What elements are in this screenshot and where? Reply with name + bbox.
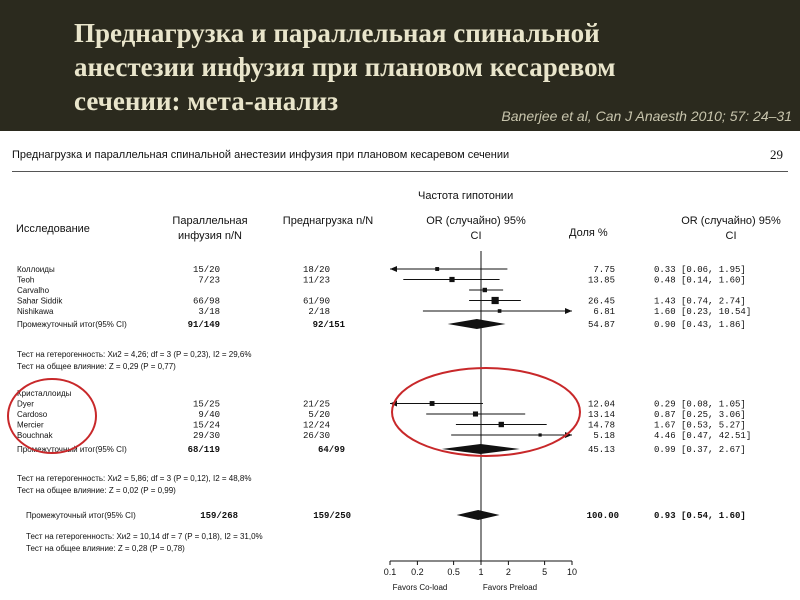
subtotal-1-ci: 0.90 [0.43, 1.86] <box>654 320 746 330</box>
study-g2-4-weight: 5.18 <box>593 431 615 441</box>
heterogeneity-2: Тест на гетерогенность: Xи2 = 5,86; df = 3 (P = 0,12), I2 = 48,8% <box>17 474 252 483</box>
subtotal-1-label: Промежуточный итог(95% CI) <box>17 320 127 329</box>
total-weight: 100.00 <box>586 511 619 521</box>
outcome-label: Частота гипотонии <box>418 190 514 202</box>
study-g1-4-preload: 2/18 <box>308 307 330 317</box>
study-g2-1-point <box>430 401 435 406</box>
study-g2-3-name: Mercier <box>17 420 44 430</box>
figure-caption: Преднагрузка и параллельная спинальной анестезии инфузия при плановом кесаревом сечении <box>12 149 510 161</box>
study-g2-2-coload: 9/40 <box>198 410 220 420</box>
study-g2-4-preload: 26/30 <box>302 431 330 441</box>
overall-effect-1: Тест на общее влияние: Z = 0,29 (P = 0,77) <box>17 362 176 371</box>
study-g2-3-coload: 15/24 <box>192 420 220 431</box>
x-tick-label-2: 0.5 <box>447 567 460 577</box>
heterogeneity-total: Тест на гетерогенность: Xи2 = 10,14 df = 7 (P = 0,18), I2 = 31,0% <box>26 532 263 541</box>
weight-column-header: Доля % <box>569 227 608 239</box>
total-ci: 0.93 [0.54, 1.60] <box>654 511 746 521</box>
study-g2-1-weight: 12.04 <box>587 399 615 410</box>
x-tick-label-6: 10 <box>566 567 578 577</box>
study-g1-2-point <box>483 288 487 292</box>
study-g1-1-name: Teoh <box>17 275 35 285</box>
forest-plot-figure <box>0 131 800 600</box>
study-g2-1-coload: 15/25 <box>192 399 220 410</box>
study-g2-4-point <box>538 433 541 436</box>
study-g1-0-preload: 18/20 <box>302 265 330 275</box>
study-g2-0-name: Кристаллоиды <box>17 389 72 398</box>
study-g2-3-ci: 1.67 [0.53, 5.27] <box>654 420 746 431</box>
x-tick-label-5: 5 <box>542 567 548 577</box>
study-g2-4-name: Bouchnak <box>17 431 53 440</box>
favors-preload-label: Favors Preload <box>482 583 538 592</box>
study-g1-4-point <box>498 309 502 313</box>
study-g2-3-preload: 12/24 <box>302 420 330 431</box>
or-text-column-header: OR (случайно) 95% CI <box>681 215 781 242</box>
study-g1-4-right-arrow <box>565 308 572 314</box>
coload-column-header: Параллельная инфузия n/N <box>172 215 248 242</box>
study-g1-4-weight: 6.81 <box>593 307 615 317</box>
or-plot-column-header: OR (случайно) 95% CI <box>426 215 526 242</box>
preload-column-header: Преднагрузка n/N <box>282 215 374 227</box>
study-g1-0-name: Коллоиды <box>17 265 55 274</box>
forest-plot <box>0 131 800 600</box>
study-g2-2-ci: 0.87 [0.25, 3.06] <box>654 410 746 420</box>
study-g1-4-ci: 1.60 [0.23, 10.54] <box>654 307 752 317</box>
total-coload: 159/268 <box>200 511 238 521</box>
study-g1-1-ci: 0.48 [0.14, 1.60] <box>654 275 746 286</box>
study-g2-2-weight: 13.14 <box>587 410 615 420</box>
subtotal-1-diamond <box>448 319 506 329</box>
favors-coload-label: Favors Co-load <box>392 583 448 592</box>
study-g1-3-point <box>492 297 499 304</box>
subtotal-2-coload: 68/119 <box>187 445 220 455</box>
total-preload: 159/250 <box>313 511 351 521</box>
study-g2-3-point <box>499 422 504 427</box>
citation: Banerjee et al, Can J Anaesth 2010; 57: 24–31 <box>501 108 792 124</box>
study-g1-0-weight: 7.75 <box>593 265 615 275</box>
study-g1-0-ci: 0.33 [0.06, 1.95] <box>654 265 746 275</box>
x-tick-label-3: 1 <box>478 567 484 577</box>
subtotal-2-ci: 0.99 [0.37, 2.67] <box>654 445 746 455</box>
annotation-circle-plot <box>392 368 580 456</box>
slide-header <box>0 0 800 131</box>
study-g2-2-preload: 5/20 <box>308 410 330 420</box>
study-g2-3-weight: 14.78 <box>587 420 615 431</box>
study-g2-2-name: Cardoso <box>17 410 48 419</box>
study-g1-1-preload: 11/23 <box>302 275 330 286</box>
overall-effect-total: Тест на общее влияние: Z = 0,28 (P = 0,78) <box>26 544 185 553</box>
subtotal-1-weight: 54.87 <box>587 320 615 330</box>
overall-effect-2: Тест на общее влияние: Z = 0,02 (P = 0,99) <box>17 486 176 495</box>
study-g2-4-coload: 29/30 <box>192 431 220 441</box>
study-g1-4-name: Nishikawa <box>17 307 54 316</box>
heterogeneity-1: Тест на гетерогенность: Xи2 = 4,26; df = 3 (P = 0,23), I2 = 29,6% <box>17 350 252 359</box>
subtotal-1-coload: 91/149 <box>187 320 220 330</box>
x-tick-label-1: 0.2 <box>411 567 424 577</box>
study-g2-1-ci: 0.29 [0.08, 1.05] <box>654 399 746 410</box>
subtotal-2-label: Промежуточный итог(95% CI) <box>17 445 127 454</box>
study-g2-1-preload: 21/25 <box>302 399 330 410</box>
subtotal-2-preload: 64/99 <box>317 445 345 455</box>
study-g1-4-coload: 3/18 <box>198 307 220 317</box>
x-tick-label-4: 2 <box>505 567 511 577</box>
total-diamond <box>457 510 500 520</box>
study-g1-1-point <box>449 277 454 282</box>
study-g1-0-point <box>435 267 439 271</box>
study-g1-3-weight: 26.45 <box>587 296 615 307</box>
subtotal-1-preload: 92/151 <box>312 320 345 330</box>
study-g2-4-ci: 4.46 [0.47, 42.51] <box>654 431 752 441</box>
page-number: 29 <box>770 147 783 162</box>
study-g1-3-ci: 1.43 [0.74, 2.74] <box>654 296 746 307</box>
study-g1-3-coload: 66/98 <box>192 296 220 307</box>
study-g1-3-name: Sahar Siddik <box>17 296 63 306</box>
study-g1-0-coload: 15/20 <box>192 265 220 275</box>
study-column-header: Исследование <box>16 223 90 235</box>
study-g1-2-name: Carvalho <box>17 286 50 295</box>
x-tick-label-0: 0.1 <box>383 567 397 577</box>
study-g1-0-left-arrow <box>390 266 397 272</box>
study-g1-3-preload: 61/90 <box>302 296 330 307</box>
subtotal-2-weight: 45.13 <box>587 445 615 455</box>
study-g2-2-point <box>473 411 478 416</box>
slide-title: Преднагрузка и параллельная спинальной анестезии инфузия при плановом кесаревом сечении: мета-анализ <box>74 18 616 116</box>
total-label: Промежуточный итог(95% CI) <box>26 511 136 520</box>
study-g1-1-coload: 7/23 <box>198 275 220 286</box>
study-g2-1-name: Dyer <box>17 399 34 409</box>
study-g1-1-weight: 13.85 <box>587 275 615 286</box>
